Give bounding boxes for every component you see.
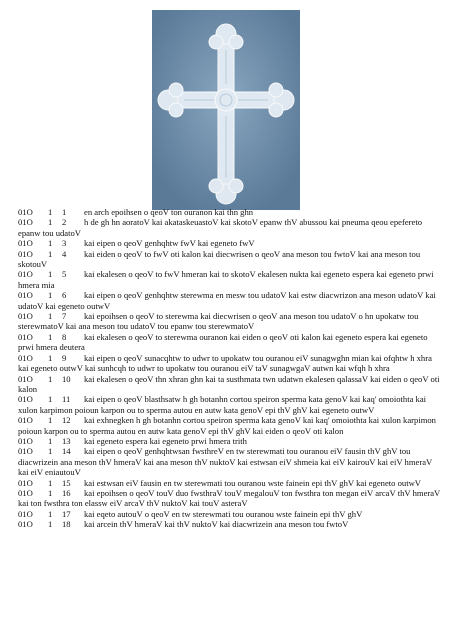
- verse-verse: 14: [62, 446, 71, 457]
- verse-chapter: 1: [48, 415, 53, 426]
- verse-text: kai eipen o qeoV blasthsatw h gh botanhn cortou speiron sperma kata genoV kai kaq' omoiothta kai xulon karpimon poioun karpon ou to sperma autou en autw kata genoV epi thV ghV kai egeneto outwV: [18, 394, 427, 415]
- verse-text: kai arcein thV hmeraV kai thV nuktoV kai diacwrizein ana meson tou fwtoV: [84, 519, 349, 530]
- verse-chapter: 1: [48, 477, 53, 488]
- verse-line: [18, 249, 442, 270]
- verse-reference: [18, 436, 84, 446]
- verse-verse: 17: [62, 508, 71, 519]
- verse-line: [18, 238, 442, 248]
- verse-reference: [18, 332, 84, 342]
- verse-book: 01O: [18, 217, 33, 228]
- verse-verse: 4: [62, 248, 67, 259]
- verse-book: 01O: [18, 477, 33, 488]
- verse-book: 01O: [18, 238, 33, 249]
- verse-reference: [18, 509, 84, 519]
- verse-chapter: 1: [48, 394, 53, 405]
- verse-verse: 12: [62, 415, 71, 426]
- verse-chapter: 1: [48, 373, 53, 384]
- verse-verse: 6: [62, 290, 67, 301]
- verse-text: kai eqeto autouV o qeoV en tw sterewmati tou ouranou wste fainein epi thV ghV: [84, 508, 363, 519]
- verse-chapter: 1: [48, 519, 53, 530]
- verse-text: kai eipen o qeoV genhqhtw sterewma en mesw tou udatoV kai estw diacwrizon ana meson udatoV kai udatoV kai egeneto outwV: [18, 290, 436, 311]
- verse-text: kai eipen o qeoV genhqhtwsan fwsthreV en tw sterewmati tou ouranou eiV fausin thV ghV tou diacwrizein ana meson thV hmeraV kai ana meson thV nuktoV kai estwsan eiV shmeia kai eiV kairouV kai eiV hmeraV kai eiV eniautouV: [18, 446, 433, 478]
- verse-book: 01O: [18, 435, 33, 446]
- verse-chapter: 1: [48, 331, 53, 342]
- verse-line: [18, 217, 442, 238]
- verse-book: 01O: [18, 415, 33, 426]
- verse-text: kai ekalesen o qeoV thn xhran ghn kai ta susthmata twn udatwn ekalesen qalassaV kai eiden o qeoV oti kalon: [18, 373, 440, 394]
- verse-verse: 1: [62, 207, 67, 217]
- verse-reference: [18, 415, 84, 425]
- verse-book: 01O: [18, 269, 33, 280]
- verse-verse: 16: [62, 487, 71, 498]
- verse-verse: 5: [62, 269, 67, 280]
- verse-line: [18, 332, 442, 353]
- verse-reference: [18, 269, 84, 279]
- verse-line: [18, 509, 442, 519]
- verse-chapter: 1: [48, 508, 53, 519]
- verse-verse: 18: [62, 519, 71, 530]
- verse-reference: [18, 478, 84, 488]
- verse-chapter: 1: [48, 269, 53, 280]
- ornate-cross-icon: [152, 10, 300, 210]
- verse-line: [18, 478, 442, 488]
- verse-book: 01O: [18, 248, 33, 259]
- verse-text: h de gh hn aoratoV kai akataskeuastoV kai skotoV epanw thV abussou kai pneuma qeou epefereto epanw tou udatoV: [18, 217, 423, 238]
- verse-text: kai exhnegken h gh botanhn cortou speiron sperma kata genoV kai kaq' omoiothta kai xulon karpimon poioun karpon ou to sperma autou en autw kata genoV epi thV ghV kai eiden o qeoV oti kalon: [18, 415, 436, 436]
- verse-line: [18, 519, 442, 529]
- verse-line: [18, 290, 442, 311]
- verse-reference: [18, 488, 84, 498]
- verse-chapter: 1: [48, 446, 53, 457]
- verse-book: 01O: [18, 446, 33, 457]
- verse-verse: 3: [62, 238, 67, 249]
- verse-text: kai ekalesen o qeoV to fwV hmeran kai to skotoV ekalesen nukta kai egeneto espera kai egeneto prwi hmera mia: [18, 269, 434, 290]
- verse-chapter: 1: [48, 435, 53, 446]
- cross-image: [152, 10, 300, 210]
- verse-line: [18, 488, 442, 509]
- verse-verse: 10: [62, 373, 71, 384]
- verse-book: 01O: [18, 352, 33, 363]
- verse-line: [18, 353, 442, 374]
- verse-text: kai epoihsen o qeoV touV duo fwsthraV touV megalouV ton fwsthra ton megan eiV arcaV thV hmeraV kai ton fwsthra ton elassw eiV arcaV thV nuktoV kai touV asteraV: [18, 487, 441, 509]
- verse-book: 01O: [18, 311, 33, 322]
- verse-line: [18, 207, 442, 217]
- verse-reference: [18, 374, 84, 384]
- verse-book: 01O: [18, 207, 33, 217]
- verse-book: 01O: [18, 394, 33, 405]
- verse-book: 01O: [18, 487, 33, 498]
- verse-text: kai eipen o qeoV genhqhtw fwV kai egeneto fwV: [84, 238, 255, 249]
- verse-reference: [18, 217, 84, 227]
- verse-text: kai estwsan eiV fausin en tw sterewmati tou ouranou wste fainein epi thV ghV kai egeneto outwV: [84, 477, 421, 488]
- verse-text: kai epoihsen o qeoV to sterewma kai diecwrisen o qeoV ana meson tou udatoV o hn upokatw tou sterewmatoV kai ana meson tou udatoV tou epanw tou sterewmatoV: [18, 311, 419, 332]
- verse-verse: 8: [62, 331, 67, 342]
- verse-verse: 2: [62, 217, 67, 228]
- verse-reference: [18, 519, 84, 529]
- verse-line: [18, 436, 442, 446]
- verse-line: [18, 446, 442, 477]
- verse-text: kai eipen o qeoV sunacqhtw to udwr to upokatw tou ouranou eiV sunagwghn mian kai ofqhtw h xhra kai egeneto outwV kai sunhcqh to udwr to upokatw tou ouranou eiV taV sunagwgaV autwn kai wfqh h xhra: [18, 352, 432, 374]
- verse-chapter: 1: [48, 217, 53, 228]
- verse-verse: 7: [62, 311, 67, 322]
- verse-book: 01O: [18, 519, 33, 530]
- verse-text: kai ekalesen o qeoV to sterewma ouranon kai eiden o qeoV oti kalon kai egeneto espera kai egeneto prwi hmera deutera: [18, 331, 428, 353]
- verse-chapter: 1: [48, 352, 53, 363]
- verse-chapter: 1: [48, 290, 53, 301]
- verse-reference: [18, 207, 84, 217]
- verse-reference: [18, 394, 84, 404]
- verse-verse: 11: [62, 394, 71, 405]
- verse-verse: 9: [62, 352, 67, 363]
- verse-reference: [18, 238, 84, 248]
- verse-line: [18, 374, 442, 395]
- verse-reference: [18, 249, 84, 259]
- verse-text: kai eiden o qeoV to fwV oti kalon kai diecwrisen o qeoV ana meson tou fwtoV kai ana meson tou skotouV: [18, 248, 421, 270]
- verse-reference: [18, 353, 84, 363]
- verse-book: 01O: [18, 331, 33, 342]
- verse-chapter: 1: [48, 207, 53, 217]
- verse-chapter: 1: [48, 311, 53, 322]
- verse-verse: 13: [62, 435, 71, 446]
- verse-line: [18, 415, 442, 436]
- verse-chapter: 1: [48, 248, 53, 259]
- verse-chapter: 1: [48, 487, 53, 498]
- verse-book: 01O: [18, 508, 33, 519]
- verse-book: 01O: [18, 290, 33, 301]
- verse-line: [18, 394, 442, 415]
- verse-reference: [18, 290, 84, 300]
- scripture-text: [18, 207, 442, 530]
- verse-text: kai egeneto espera kai egeneto prwi hmera trith: [84, 435, 247, 446]
- verse-book: 01O: [18, 373, 33, 384]
- verse-verse: 15: [62, 477, 71, 488]
- verse-line: [18, 269, 442, 290]
- verse-chapter: 1: [48, 238, 53, 249]
- verse-line: [18, 311, 442, 332]
- verse-reference: [18, 311, 84, 321]
- verse-reference: [18, 446, 84, 456]
- verse-text: en arch epoihsen o qeoV ton ouranon kai thn ghn: [84, 207, 254, 217]
